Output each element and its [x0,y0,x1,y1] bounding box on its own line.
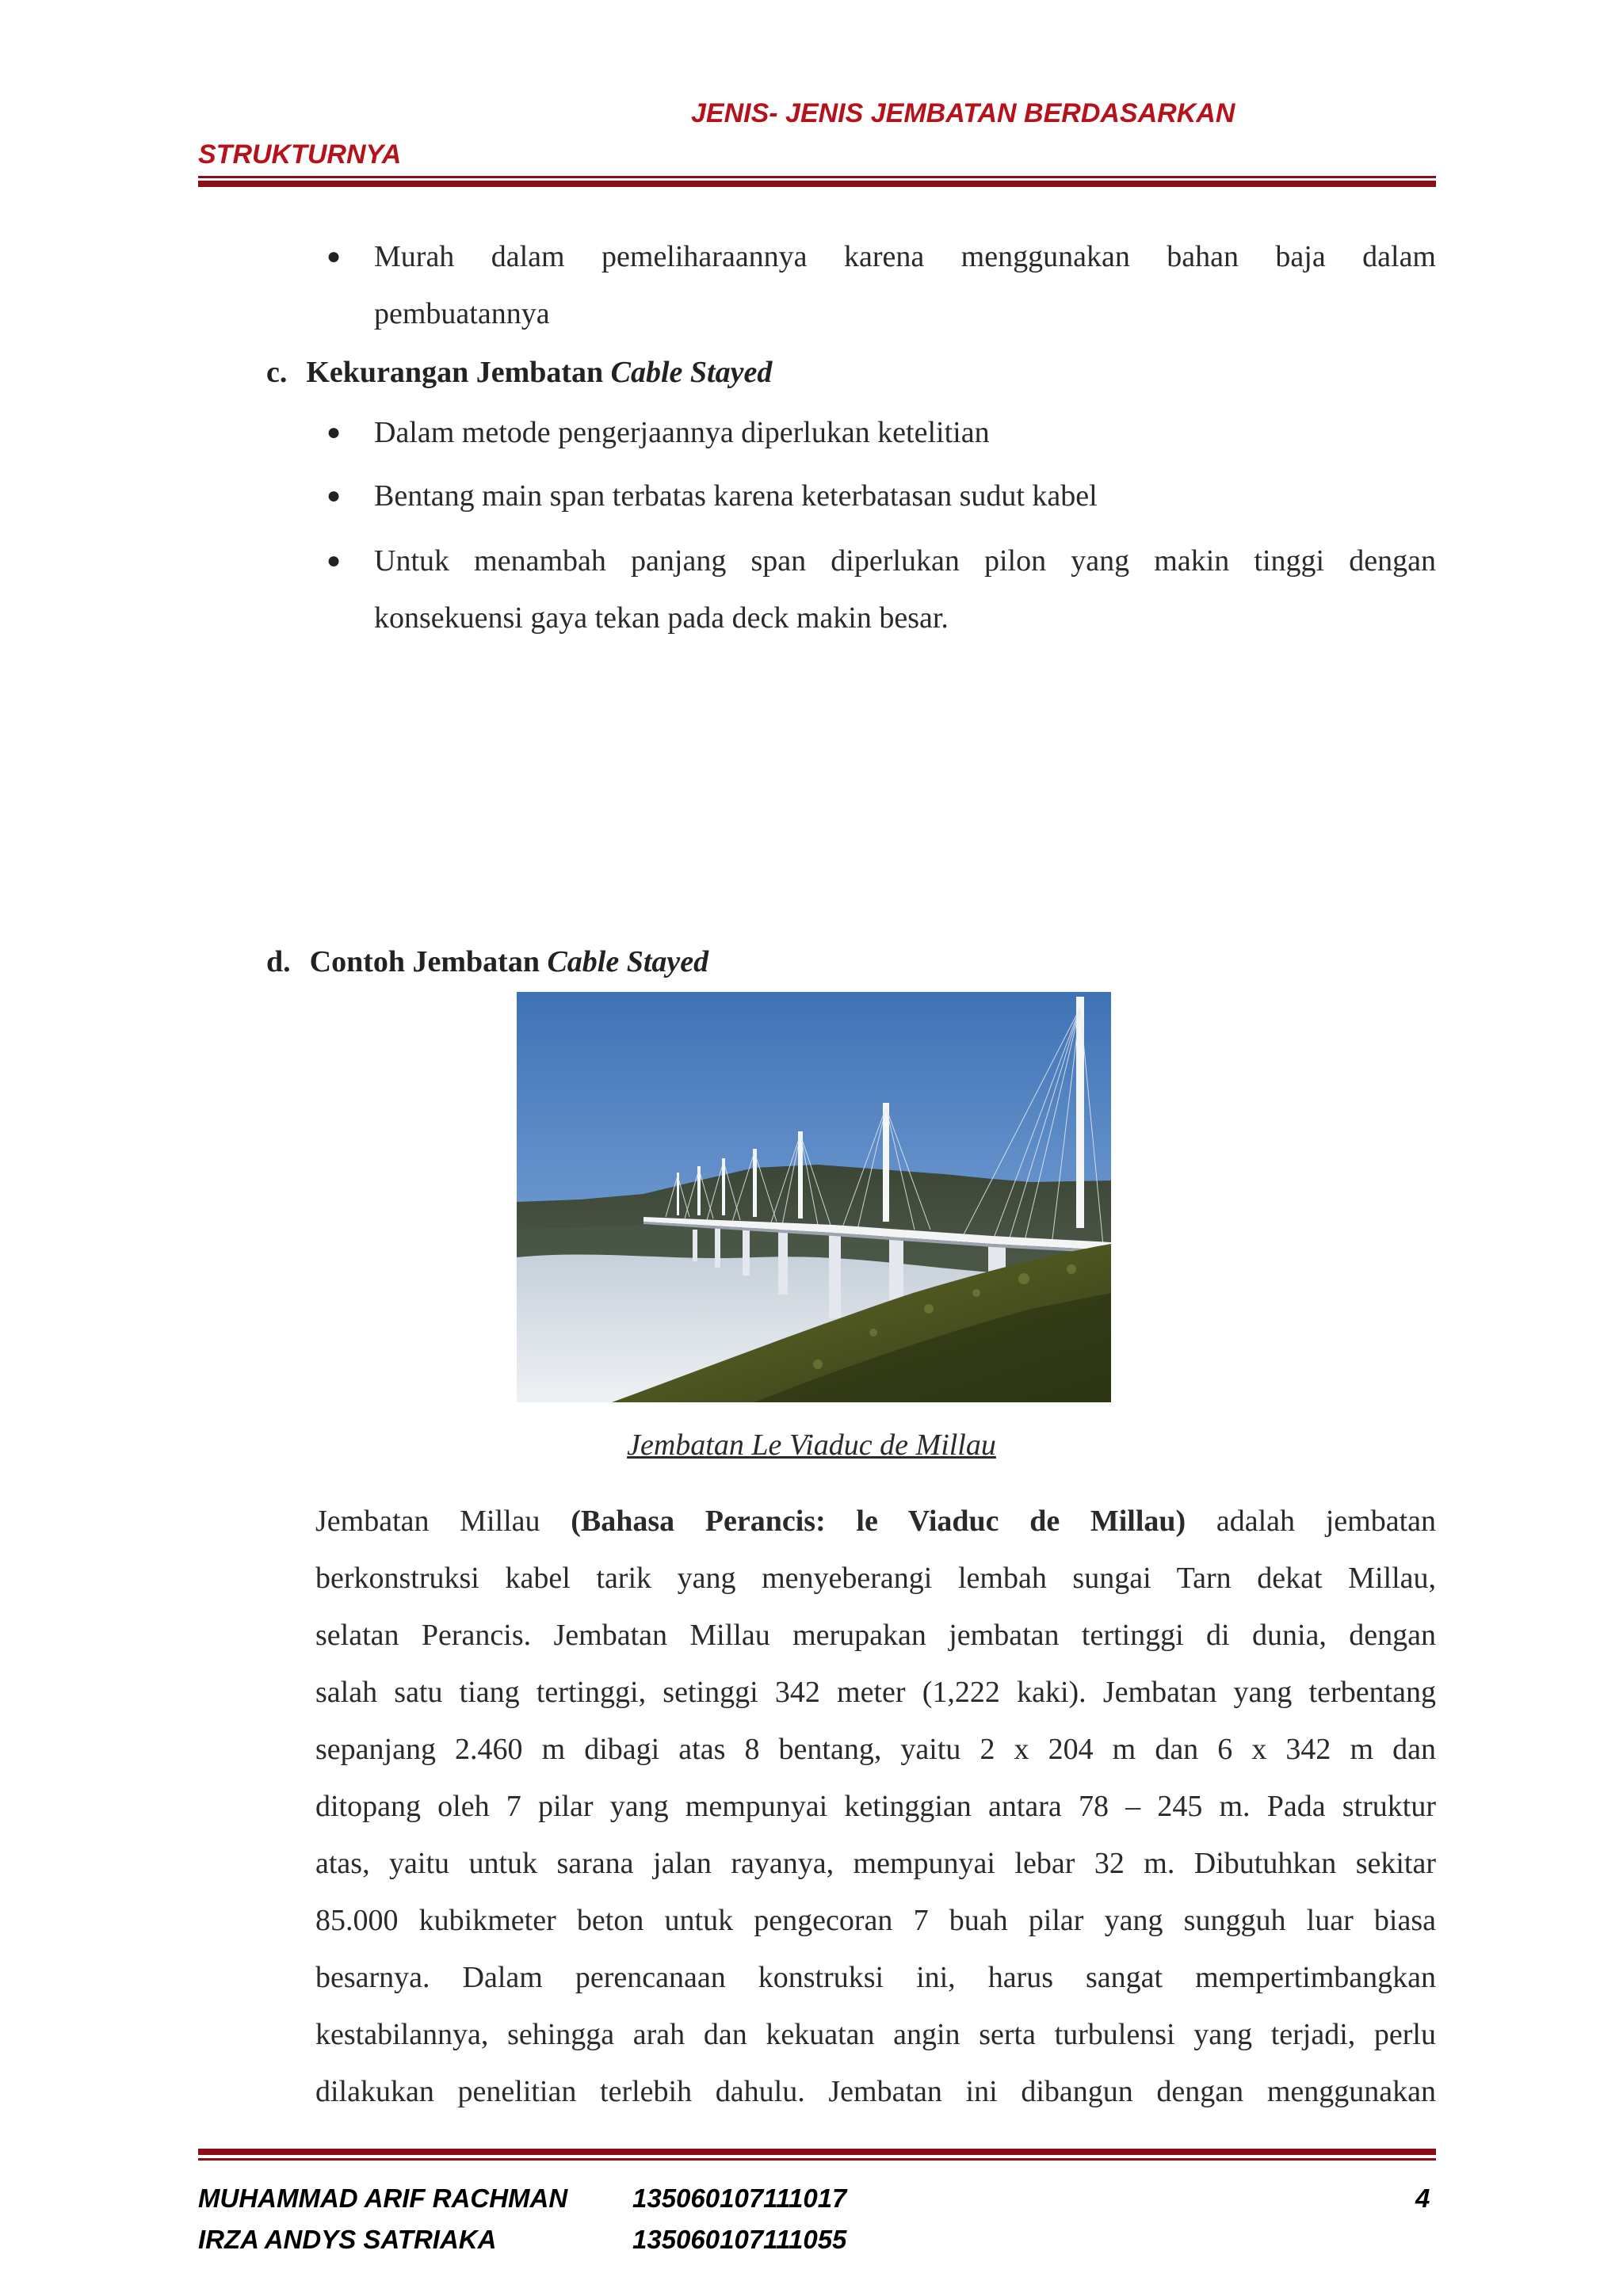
header-rule-thin [198,176,1436,178]
paragraph-line-5: sepanjang 2.460 m dibagi atas 8 bentang, yaitu 2 x 204 m dan 6 x 342 m dan [315,1733,1436,1766]
footer-page-number: 4 [1415,2183,1430,2213]
footer-nim-1: 135060107111017 [632,2183,847,2213]
paragraph-line-6: ditopang oleh 7 pilar yang mempunyai ketinggian antara 78 – 245 m. Pada struktur [315,1790,1436,1823]
section-d-heading [266,933,708,990]
header-title-line1: JENIS- JENIS JEMBATAN BERDASARKAN [691,98,1235,128]
bullet-text-maintenance-line1: Murah dalam pemeliharaannya karena menggunakan bahan baja dalam [374,240,1436,273]
section-c-marker: c. [266,356,288,389]
header-title-line2: STRUKTURNYA [198,139,402,170]
footer-rule-thick [198,2149,1436,2155]
footer-nim-2: 135060107111055 [632,2225,847,2254]
paragraph-bold-name: (Bahasa Perancis: le Viaduc de Millau) [571,1505,1186,1538]
bullet-icon: ● [327,482,342,509]
section-c-title: Kekurangan Jembatan [306,356,611,389]
footer-author-1: MUHAMMAD ARIF RACHMAN [198,2183,568,2213]
section-c-heading [266,344,772,401]
bullet-text-precision: Dalam metode pengerjaannya diperlukan ketelitian [374,416,990,449]
bullet-text-pylon-line2: konsekuensi gaya tekan pada deck makin besar. [374,601,949,635]
bullet-icon: ● [327,243,342,269]
millau-bridge-photo [517,992,1111,1402]
paragraph-line-8: 85.000 kubikmeter beton untuk pengecoran 7 buah pilar yang sungguh luar biasa [315,1904,1436,1937]
paragraph-intro: Jembatan Millau [315,1505,571,1538]
paragraph-line-4: salah satu tiang tertinggi, setinggi 342 meter (1,222 kaki). Jembatan yang terbentang [315,1676,1436,1709]
footer-author-2: IRZA ANDYS SATRIAKA [198,2225,497,2254]
paragraph-line-10: kestabilannya, sehingga arah dan kekuatan angin serta turbulensi yang terjadi, perlu [315,2018,1436,2051]
paragraph-line-3: selatan Perancis. Jembatan Millau merupakan jembatan tertinggi di dunia, dengan [315,1619,1436,1652]
section-c-title-italic: Cable Stayed [610,356,773,389]
paragraph-line-11: dilakukan penelitian terlebih dahulu. Jembatan ini dibangun dengan menggunakan [315,2075,1436,2108]
bullet-text-pylon-line1: Untuk menambah panjang span diperlukan pilon yang makin tinggi dengan [374,544,1436,578]
photo-caption: Jembatan Le Viaduc de Millau [627,1428,996,1462]
footer-rule-thin [198,2158,1436,2161]
bullet-text-maintenance-line2: pembuatannya [374,297,550,330]
paragraph-line-1 [315,1493,1436,1550]
section-d-title: Contoh Jembatan [309,945,548,978]
paragraph-line-9: besarnya. Dalam perencanaan konstruksi ini, harus sangat mempertimbangkan [315,1961,1436,1994]
header-rule-thick [198,181,1436,187]
section-d-marker: d. [266,945,291,978]
paragraph-intro-end: adalah jembatan [1186,1505,1436,1538]
bullet-icon: ● [327,419,342,445]
paragraph-line-2: berkonstruksi kabel tarik yang menyeberangi lembah sungai Tarn dekat Millau, [315,1562,1436,1595]
bullet-text-span-limit: Bentang main span terbatas karena keterbatasan sudut kabel [374,479,1098,513]
section-d-title-italic: Cable Stayed [547,945,709,978]
bullet-icon: ● [327,547,342,574]
paragraph-line-7: atas, yaitu untuk sarana jalan rayanya, mempunyai lebar 32 m. Dibutuhkan sekitar [315,1847,1436,1880]
